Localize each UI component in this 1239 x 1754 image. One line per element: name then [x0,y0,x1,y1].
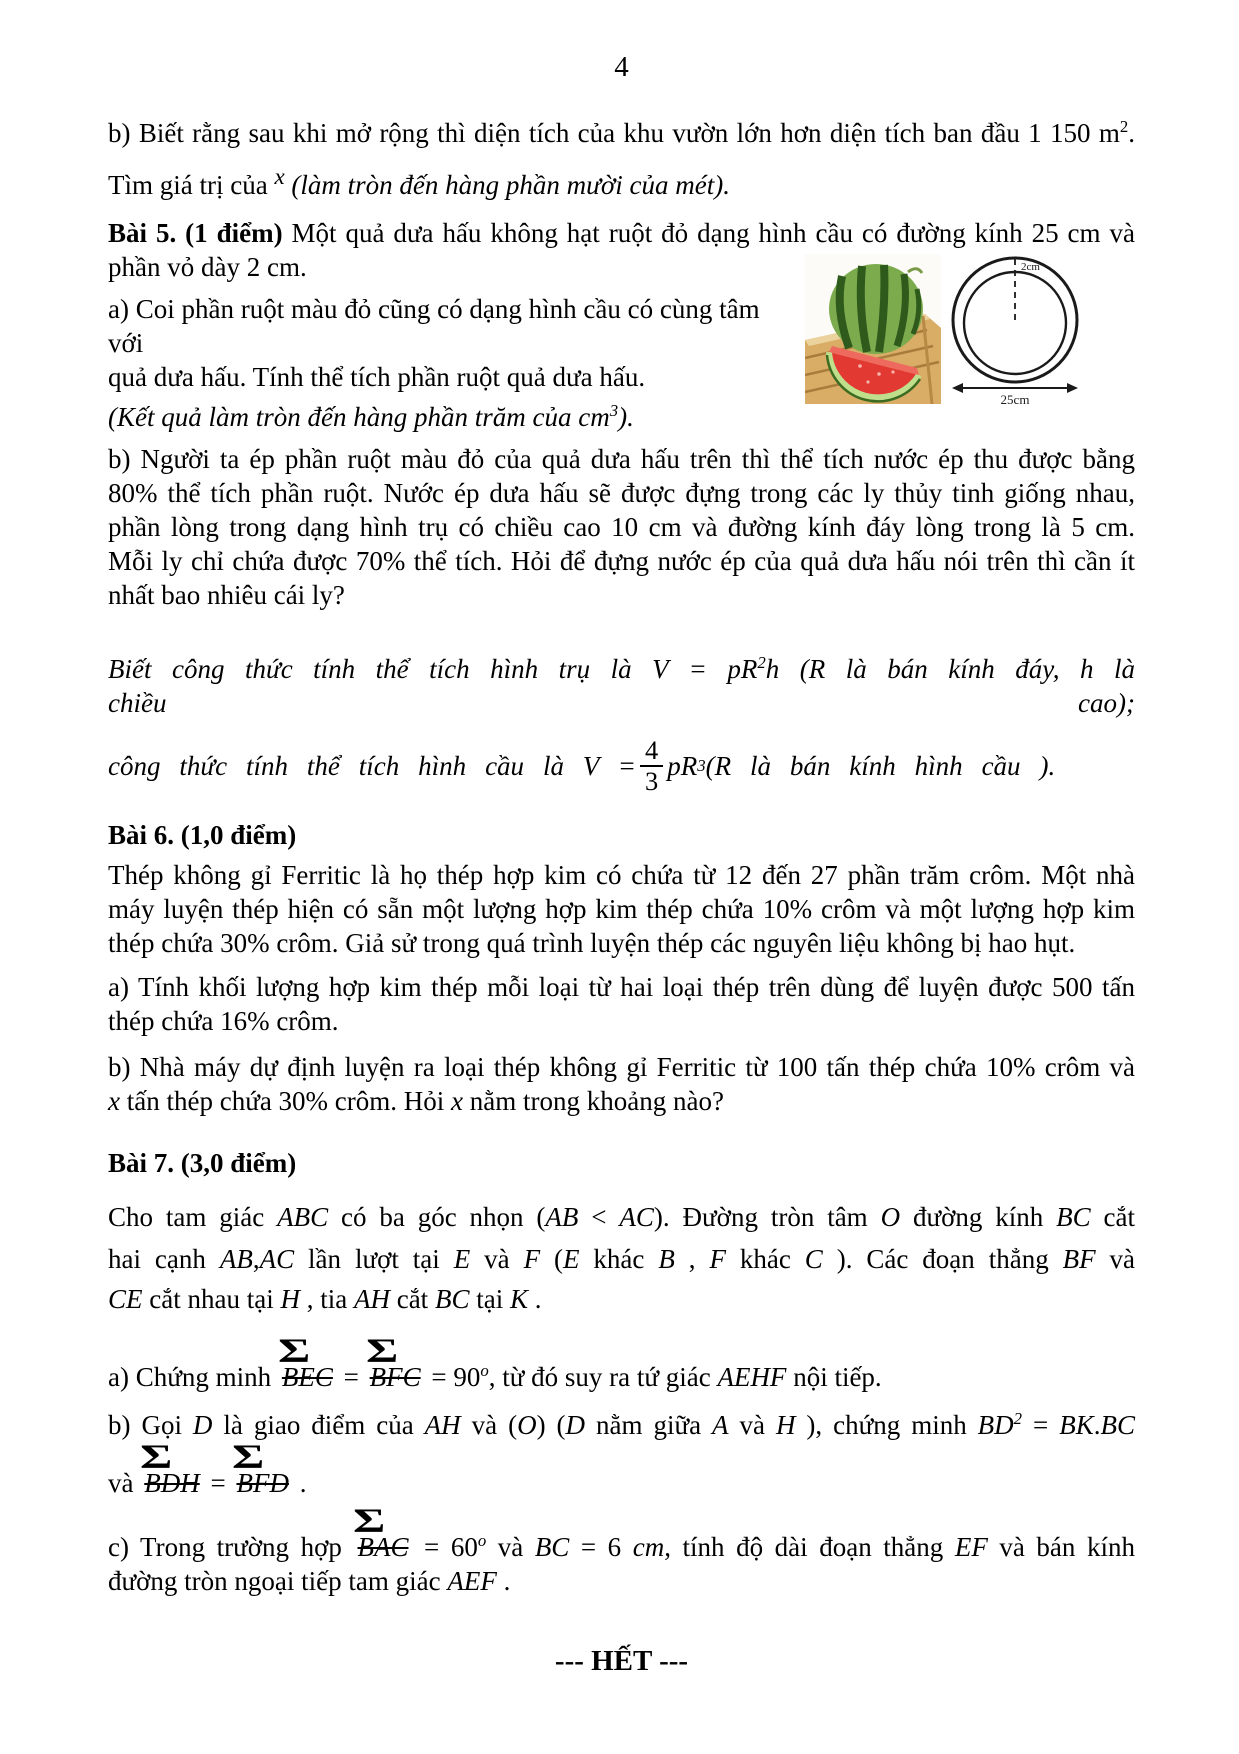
bai7-question-c-line-2: đường tròn ngoại tiếp tam giác AEF . [108,1566,511,1596]
angle-hat-icon: Σ [232,1437,265,1475]
bai6-b-line-2: x tấn thép chứa 30% crôm. Hỏi x nằm trong khoảng nào? [108,1086,724,1116]
bai5-a-line-1: a) Coi phần ruột màu đỏ cũng có dạng hình cầu có cùng tâm với [108,294,760,358]
cylinder-volume-formula: Biết công thức tính thể tích hình trụ là $V = pR^2h$ (R là bán kính đáy, h là chiều cao); [108,653,1135,718]
fraction: $\frac{4}{3}$ [640,736,663,795]
angle-notation: Σ BFD [232,1437,289,1498]
end-marker: --- HẾT --- [554,1645,689,1677]
shell-thickness-label: 2cm [1021,261,1040,273]
sphere-volume-formula: công thức tính thể tích hình cầu là V = $\frac{4}{3}$ pR 3 (R là bán kính hình cầu ). [108,735,1056,796]
bai7-intro-line-3: CE cắt nhau tại H , tia AH cắt BC tại K . [108,1284,542,1314]
garden-problem-line-1: b) Biết rằng sau khi mở rộng thì diện tích của khu vườn lớn hơn diện tích ban đầu 1 150 $m^2$. [108,117,1135,148]
bai7-intro-line-2: hai cạnh AB,AC lần lượt tại E và F (E khác B , F khác C ). Các đoạn thẳng BF và [108,1244,1136,1274]
bai7-heading: Bài 7. (3,0 điểm) [108,1148,297,1178]
garden-problem-line-2: Tìm giá trị của $^x$ (làm tròn đến hàng phần mười của mét). [108,163,730,200]
bai5-b-line-4: Mỗi ly chỉ chứa được 70% thể tích. Hỏi để đựng nước ép của quả dưa hấu nói trên thì cần ít [108,546,1135,576]
bai6-b-line-1: b) Nhà máy dự định luyện ra loại thép không gỉ Ferritic từ 100 tấn thép chứa 10% crôm và [108,1052,1135,1082]
bai7-question-b: b) Gọi D là giao điểm của AH và (O) (D nằm giữa A và H ), chứng minh $BD^2 = BK.BC$ [108,1409,1135,1440]
bai7-question-a: a) Chứng minh Σ BEC = Σ BFC = $90^o$, từ đó suy ra tứ giác AEHF nội tiếp. [108,1331,882,1392]
bai7-intro-line-1: Cho tam giác ABC có ba góc nhọn (AB < AC). Đường tròn tâm O đường kính BC cắt [108,1202,1135,1232]
angle-notation: Σ BDH [140,1437,200,1498]
bai5-b-line-5: nhất bao nhiêu cái ly? [108,580,345,610]
bai6-text-line-1: Thép không gỉ Ferritic là họ thép hợp kim có chứa từ 12 đến 27 phần trăm crôm. Một nhà [108,860,1135,890]
bai5-shell-line: phần vỏ dày 2 cm. [108,252,307,282]
bai5-b-line-3: phần lòng trong dạng hình trụ có chiều cao 10 cm và đường kính đáy lòng trong là 5 cm. [108,512,1135,542]
page-number: 4 [614,51,629,83]
angle-hat-icon: Σ [277,1331,311,1369]
diameter-label: 25cm [1000,392,1030,406]
bai6-heading: Bài 6. (1,0 điểm) [108,820,297,850]
sphere-cross-section-diagram [949,254,1083,406]
angle-hat-icon: Σ [365,1331,398,1369]
bai5-heading-line: Bài 5. (1 điểm) Một quả dưa hấu không hạt ruột đỏ dạng hình cầu có đường kính 25 cm và [108,218,1135,248]
angle-notation: Σ BFC [365,1331,421,1392]
angle-hat-icon: Σ [140,1437,173,1475]
angle-notation: Σ BEC [277,1331,333,1392]
bai7-question-b-line-2: và Σ BDH = Σ BFD . [108,1437,307,1498]
bai5-b-line-1: b) Người ta ép phần ruột màu đỏ của quả dưa hấu trên thì thể tích nước ép thu được bằng [108,444,1135,474]
angle-notation: Σ BAC [353,1501,409,1562]
bai5-rounding-note: (Kết quả làm tròn đến hàng phần trăm của $cm^3$). [108,401,634,432]
bai6-a-line-2: thép chứa 16% crôm. [108,1006,339,1036]
bai5-b-line-2: 80% thể tích phần ruột. Nước ép dưa hấu sẽ được đựng trong các ly thủy tinh giống nhau, [108,478,1135,508]
bai5-figures [805,254,1135,406]
angle-hat-icon: Σ [353,1501,386,1539]
bai5-a-line-2: quả dưa hấu. Tính thể tích phần ruột quả dưa hấu. [108,362,646,392]
bai6-a-line-1: a) Tính khối lượng hợp kim thép mỗi loại từ hai loại thép trên dùng để luyện được 500 tấn [108,972,1135,1002]
bai6-text-line-2: máy luyện thép hiện có sẵn một lượng hợp kim thép chứa 10% crôm và một lượng hợp kim [108,894,1135,924]
bai7-question-c: c) Trong trường hợp Σ BAC = $60^o$ và BC = 6 cm, tính độ dài đoạn thẳng EF và bán kính [108,1501,1135,1562]
watermelon-photo [805,254,941,404]
bai6-text-line-3: thép chứa 30% crôm. Giả sử trong quá trình luyện thép các nguyên liệu không bị hao hụt. [108,928,1076,958]
